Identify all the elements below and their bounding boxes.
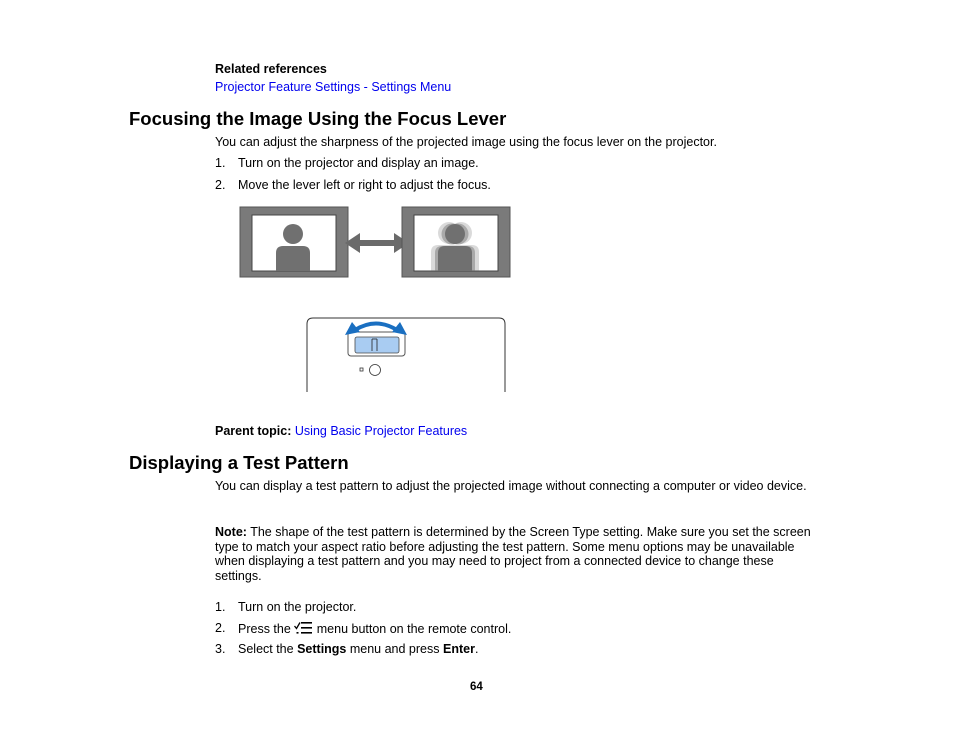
menu-check-icon bbox=[294, 621, 313, 635]
test-step-3 bbox=[215, 642, 815, 657]
focus-step-2 bbox=[215, 178, 815, 193]
focus-comparison-illustration bbox=[238, 205, 514, 281]
focus-step-1 bbox=[215, 156, 815, 171]
step-number: 2. bbox=[215, 178, 226, 192]
test-pattern-section-title: Displaying a Test Pattern bbox=[129, 452, 349, 473]
focus-section-title: Focusing the Image Using the Focus Lever bbox=[129, 108, 507, 129]
enter-key-name: Enter bbox=[442, 642, 475, 656]
step-text-middle: menu and press bbox=[346, 642, 443, 656]
focus-intro: You can adjust the sharpness of the projected image using the focus lever on the projector. bbox=[215, 135, 717, 149]
parent-topic-link[interactable]: Using Basic Projector Features bbox=[294, 424, 468, 438]
power-button-icon bbox=[370, 365, 381, 376]
parent-topic bbox=[215, 424, 467, 438]
test-pattern-intro: You can display a test pattern to adjust the projected image without connecting a computer or video device. bbox=[215, 479, 807, 493]
note-label: Note: bbox=[215, 525, 247, 539]
step-text bbox=[238, 621, 511, 636]
step-text-after: . bbox=[474, 642, 479, 656]
step-text-before: Press the bbox=[238, 622, 295, 636]
test-step-1 bbox=[215, 600, 815, 615]
page-number: 64 bbox=[470, 681, 483, 693]
focus-lever-illustration bbox=[300, 312, 510, 394]
step-text: Turn on the projector and display an image. bbox=[238, 156, 479, 170]
indicator-light-icon bbox=[360, 368, 363, 371]
step-text: Turn on the projector. bbox=[238, 600, 357, 614]
double-arrow-icon bbox=[345, 233, 409, 253]
test-pattern-note bbox=[215, 525, 815, 583]
step-number: 2. bbox=[215, 621, 226, 635]
step-number: 1. bbox=[215, 156, 226, 170]
step-number: 1. bbox=[215, 600, 226, 614]
settings-menu-name: Settings bbox=[297, 642, 347, 656]
step-text-after: menu button on the remote control. bbox=[313, 622, 512, 636]
test-step-2 bbox=[215, 621, 815, 636]
step-text bbox=[238, 642, 478, 656]
step-text: Move the lever left or right to adjust the focus. bbox=[238, 178, 491, 192]
related-reference-link[interactable]: Projector Feature Settings - Settings Menu bbox=[215, 80, 452, 94]
step-number: 3. bbox=[215, 642, 226, 656]
note-text: The shape of the test pattern is determined by the Screen Type setting. Make sure you set the screen type to match your aspect ratio before adjusting the test pattern. Some menu options may be unavailable when displaying a test pattern and you may need to project from a connected device to change these settings. bbox=[215, 525, 811, 583]
sharp-image-frame bbox=[240, 207, 348, 277]
step-text-before: Select the bbox=[238, 642, 298, 656]
blurred-image-frame bbox=[402, 207, 510, 277]
parent-topic-label: Parent topic: bbox=[215, 424, 292, 438]
related-references-heading: Related references bbox=[215, 62, 327, 76]
